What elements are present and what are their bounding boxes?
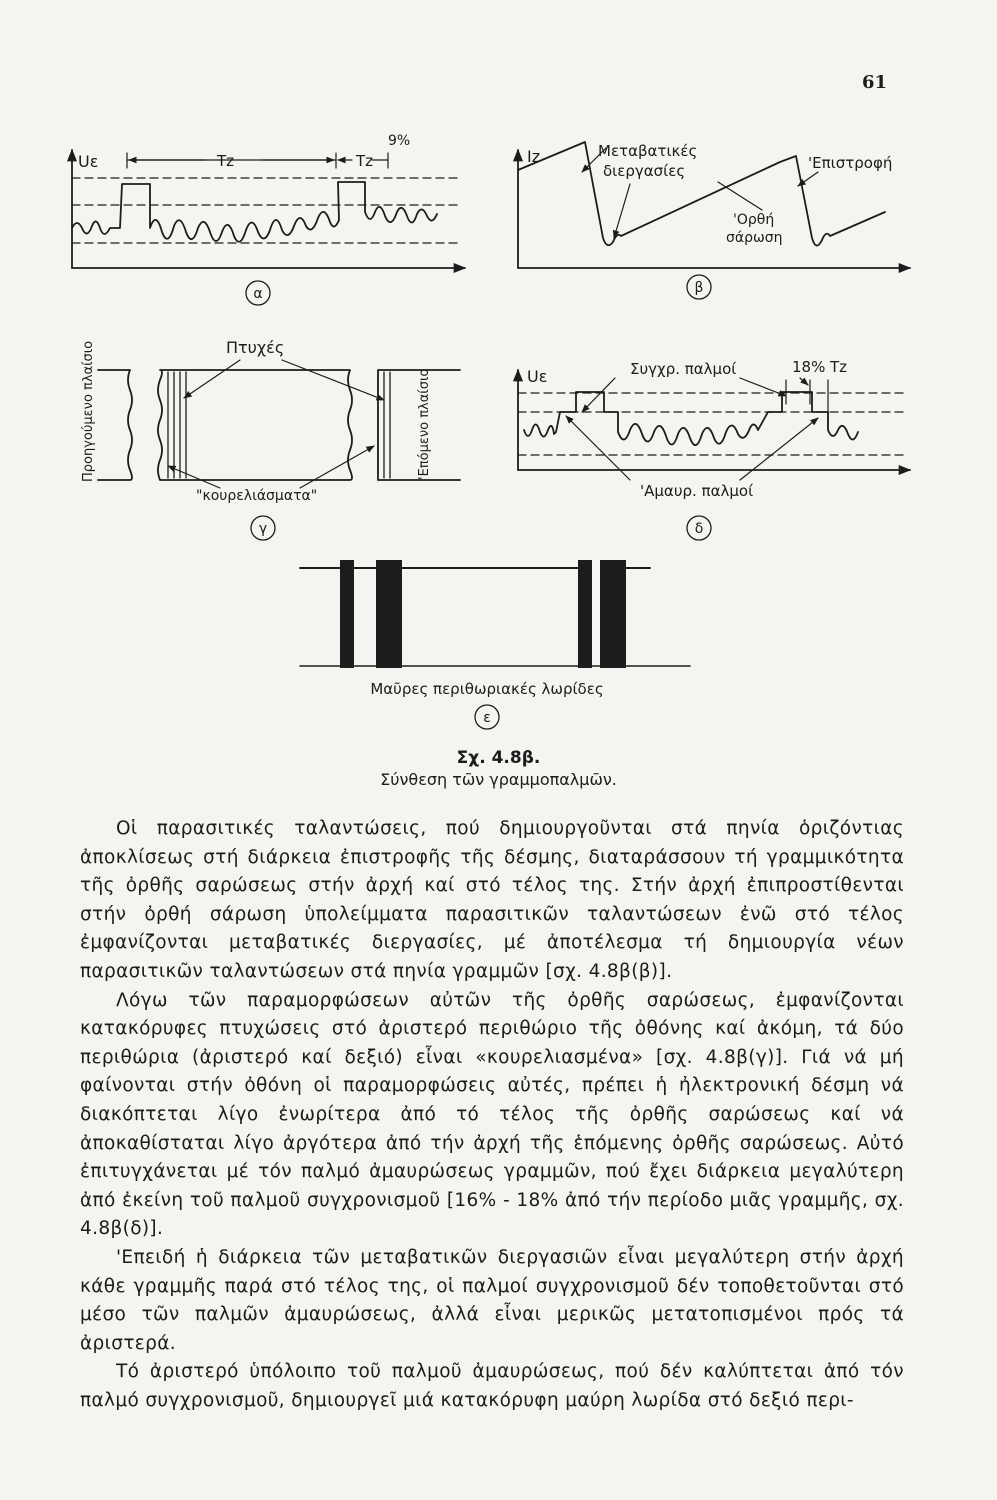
panel-g-previous-frame: Προηγούμενο πλαίσιο [81, 340, 96, 482]
panel-d [518, 370, 910, 540]
panel-d-sync: Συγχρ. παλμοί [630, 360, 737, 378]
panel-b-marker: β [694, 280, 704, 296]
figure-title: Σύνθεση τῶν γραμμοπαλμῶν. [380, 770, 617, 789]
black-border-strip-2 [376, 560, 402, 668]
panel-g-next-frame: 'Επόμενο πλαίσιο [417, 368, 432, 480]
panel-g-folds: Πτυχές [226, 338, 285, 357]
black-border-strip-4 [600, 560, 626, 668]
panel-d-marker: δ [694, 521, 704, 537]
panel-e-marker: ε [483, 710, 491, 726]
panel-d-tz: Tz [830, 358, 848, 376]
panel-e [300, 560, 690, 729]
figure-number: Σχ. 4.8β. [456, 748, 541, 768]
paragraph: Λόγω τῶν παραμορφώσεων αὐτῶν τῆς ὀρθῆς σαρώσεως, ἐμφανίζονται κατακόρυφες πτυχώσεις στό ἀριστερό περιθώριο τῆς ὀθόνης καί ἀκόμη, τά δύο περιθώρια (ἀριστερό καί δεξιό) εἶναι «κουρελιασμένα» [σχ. 4.8β(γ)]. Γιά νά μή φαίνονται στήν ὀθόνη οἱ παραμορφώσεις αὐτές, πρέπει ἡ ἠλεκτρονική δέσμη νά διακόπτεται λίγο ἐνωρίτερα ἀπό τό τέλος τῆς ὀρθῆς σαρώσεως καί νά ἀποκαθίσταται λίγο ἀργότερα ἀπό τήν ἀρχή τῆς ἑπόμενης ὀρθῆς σαρώσεως. Αὐτό ἐπιτυγχάνεται μέ τόν παλμό ἀμαυρώσεως γραμμῶν, πού ἔχει διάρκεια μεγαλύτερη ἀπό ἐκείνη τοῦ παλμοῦ συγχρονισμοῦ [16% - 18% ἀπό τήν περίοδο μιᾶς γραμμῆς, σχ. 4.8β(δ)]. [80, 989, 904, 1240]
current-frame [158, 370, 352, 480]
panel-g-marker: γ [258, 521, 268, 537]
panel-b-scan-1: 'Ορθή [733, 212, 775, 228]
panel-g-ragged: "κουρελιάσματα" [196, 488, 318, 504]
panel-a-tz-long: Tz [217, 152, 235, 170]
panel-b-transients-2: διεργασίες [603, 162, 686, 180]
black-border-strip-3 [578, 560, 592, 668]
waveform-a [72, 182, 437, 242]
panel-e-label: Μαῦρες περιθωριακές λωρίδες [370, 680, 604, 698]
waveform-d [524, 392, 858, 445]
panel-a [72, 150, 465, 305]
panel-d-u-label: Uε [527, 367, 548, 386]
panel-a-u-label: Uε [78, 152, 99, 171]
paragraph: Οἱ παρασιτικές ταλαντώσεις, πού δημιουργοῦνται στά πηνία ὁριζόντιας ἀποκλίσεως στή διάρκεια ἐπιστροφῆς τῆς δέσμης, διαταράσσουν τή γραμμικότητα τῆς ὀρθῆς σαρώσεως στήν ἀρχή καί στό τέλος της. Στήν ἀρχή ἐπιπροστίθενται στήν ὀρθή σάρωση ὑπολείμματα παρασιτικῶν ταλαντώσεων ἐνῶ στό τέλος ἐμφανίζονται μεταβατικές διεργασίες, μέ ἀποτέλεσμα τή δημιουργία νέων παρασιτικῶν ταλαντώσεων στά πηνία γραμμῶν [σχ. 4.8β(β)]. [80, 818, 904, 982]
panel-a-percent: 9% [388, 133, 411, 149]
panel-g [98, 360, 460, 540]
panel-b-i-label: Iz [527, 147, 541, 166]
body-text [80, 815, 904, 1415]
black-border-strip-1 [340, 560, 354, 668]
panel-b-retrace: 'Επιστροφή [808, 154, 893, 172]
previous-frame [98, 370, 132, 480]
panel-a-tz-short: Tz [356, 152, 374, 170]
panel-a-marker: α [253, 286, 263, 302]
panel-b-scan-2: σάρωση [726, 230, 783, 246]
panel-b-transients-1: Μεταβατικές [598, 142, 698, 160]
page-number: 61 [862, 72, 888, 93]
panel-d-blank: 'Αμαυρ. παλμοί [640, 482, 754, 500]
paragraph: 'Επειδή ἡ διάρκεια τῶν μεταβατικῶν διεργασιῶν εἶναι μεγαλύτερη στήν ἀρχή κάθε γραμμῆς παρά στό τέλος της, οἱ παλμοί συγχρονισμοῦ δέν τοποθετοῦνται στό μέσο τῶν παλμῶν ἀμαυρώσεως, ἀλλά εἶναι μερικῶς μετατοπισμένοι πρός τά ἀριστερά. [80, 1246, 904, 1354]
panel-d-percent: 18% [792, 358, 826, 376]
paragraph: Τό ἀριστερό ὑπόλοιπο τοῦ παλμοῦ ἀμαυρώσεως, πού δέν καλύπτεται ἀπό τόν παλμό συγχρονισμοῦ, δημιουργεῖ μιά κατακόρυφη μαύρη λωρίδα στό δεξιό περι- [80, 1361, 904, 1411]
